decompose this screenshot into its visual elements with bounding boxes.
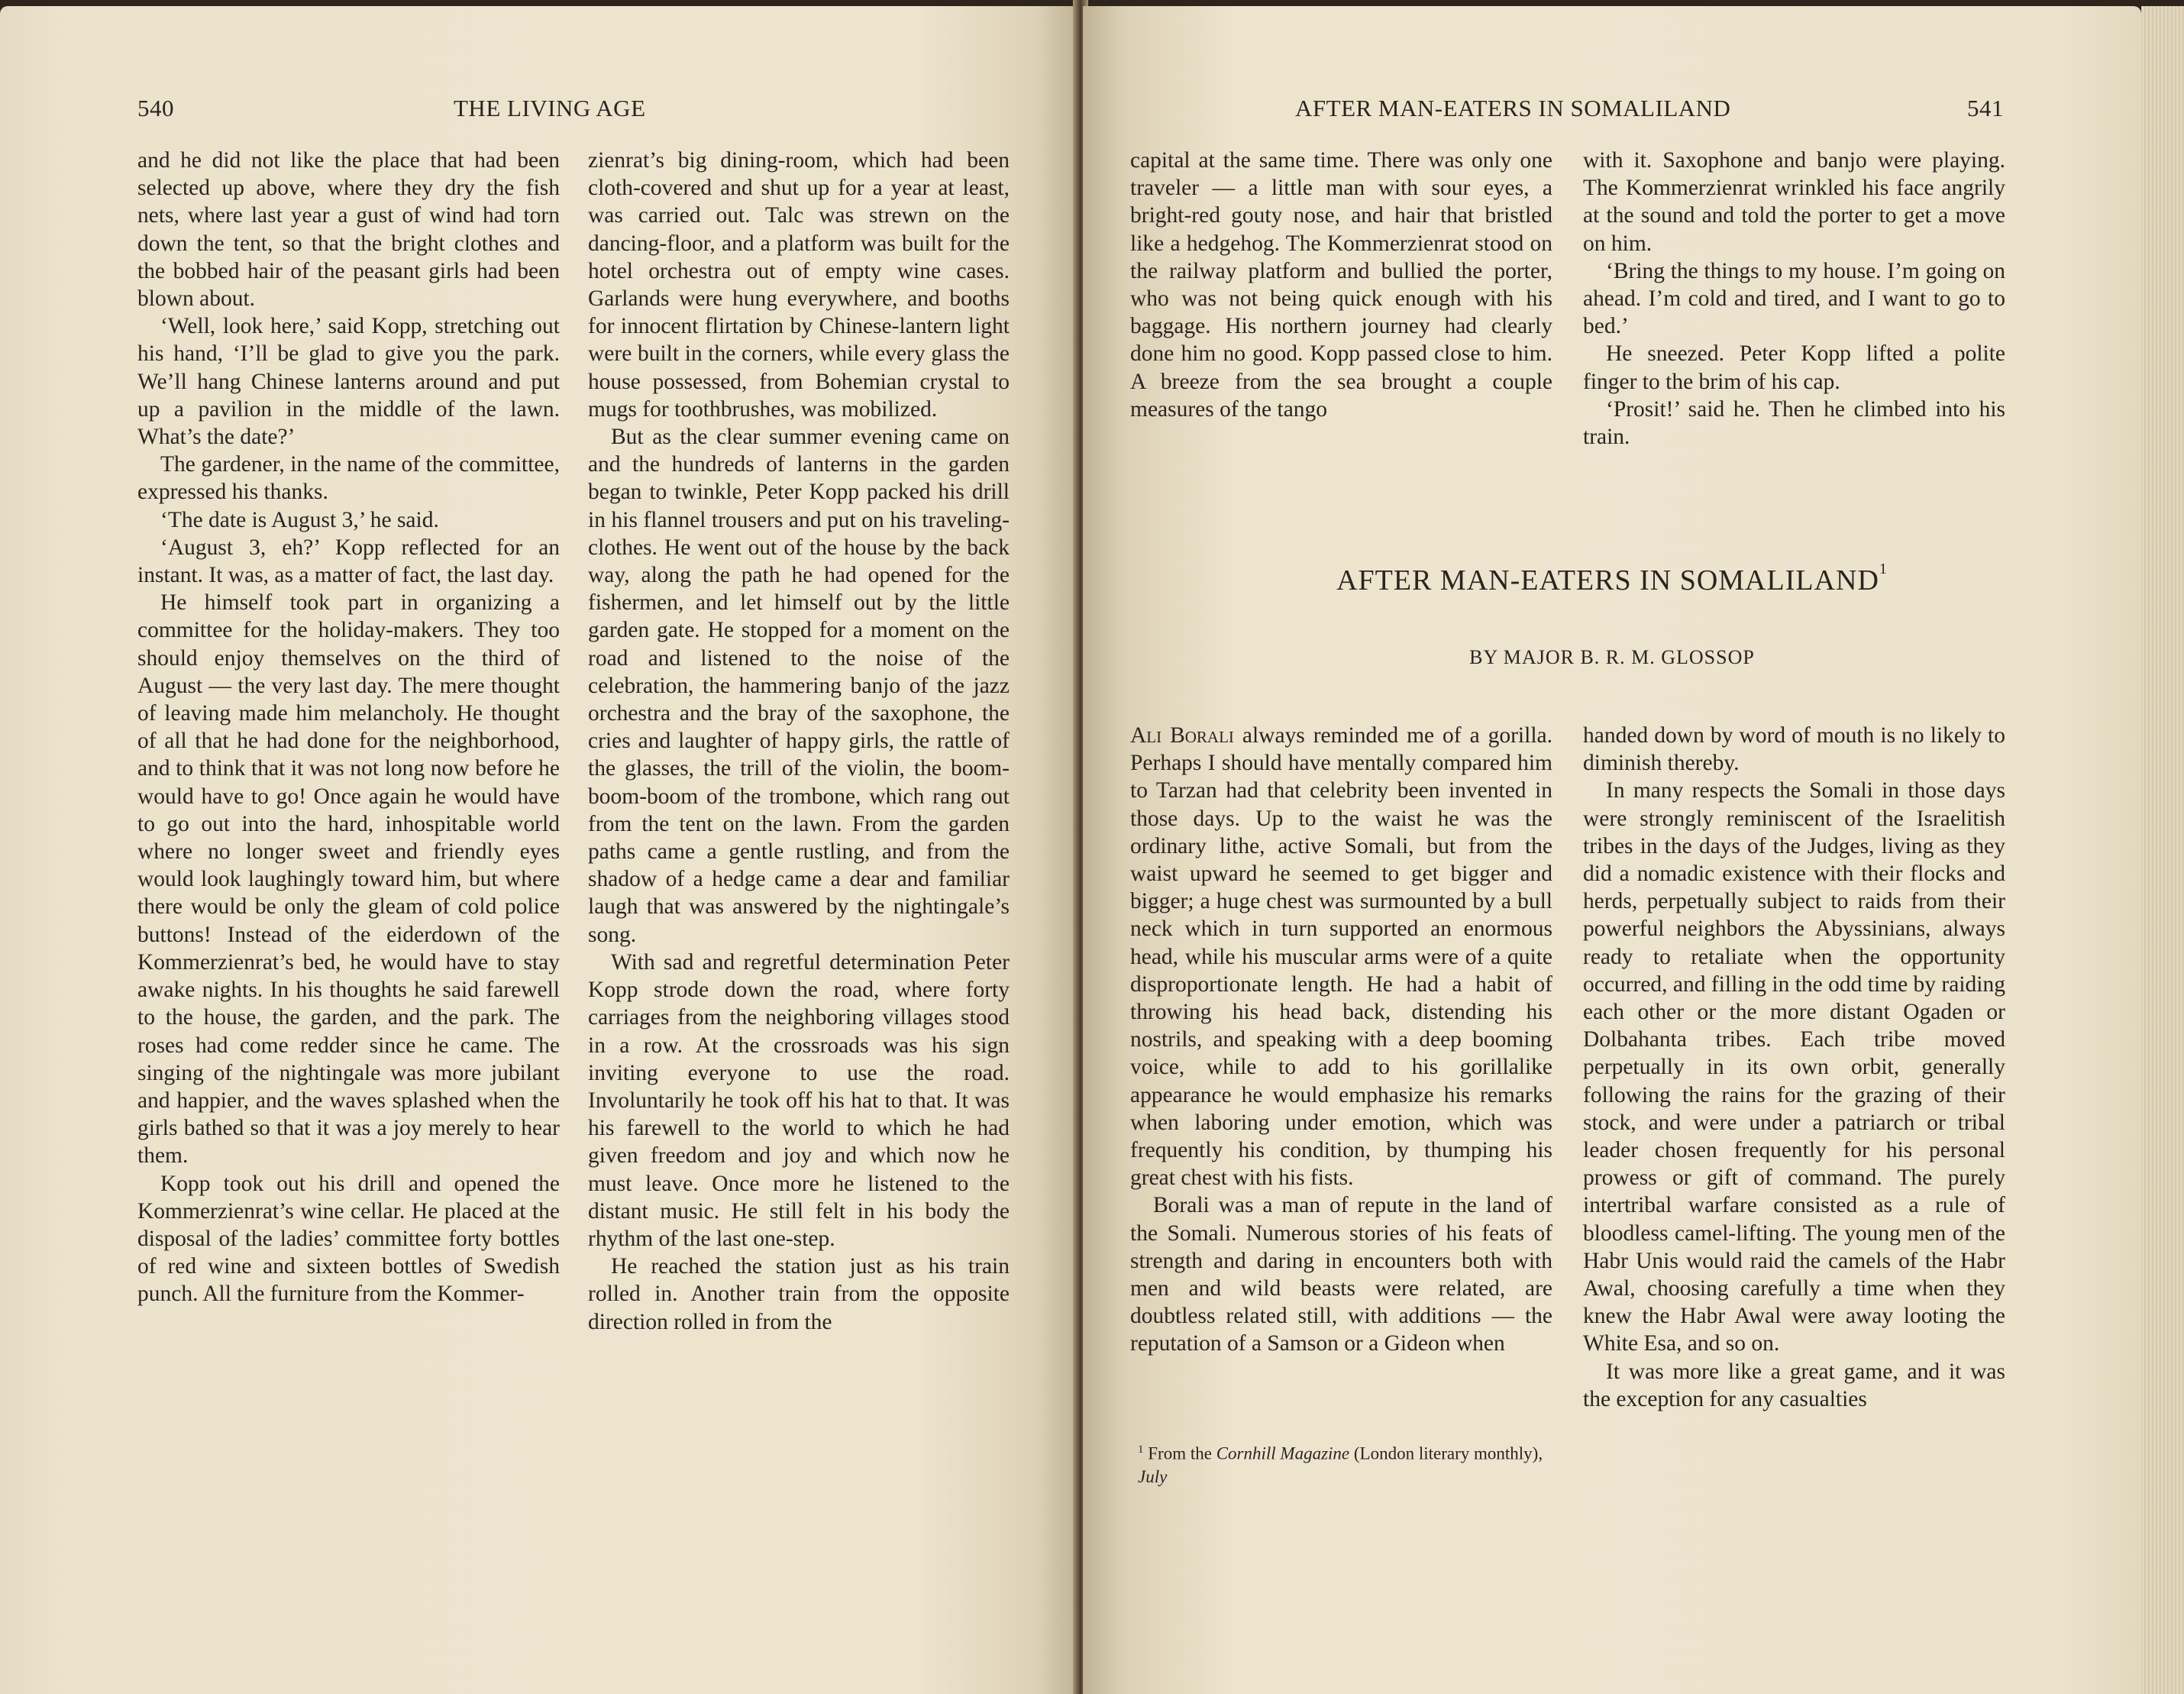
- article-title: [1083, 561, 2141, 597]
- footnote-ref: 1: [1879, 561, 1888, 577]
- paragraph-text: always reminded me of a gorilla. Perhaps I should have mentally compared him to Tarzan had that celebrity been invented in those days. Up to the waist he was the ordinary lithe, active Somali, but from the waist upward he seemed to get bigger and bigger; a huge chest was surmounted by a bull neck which in turn supported an enormous head, while his muscular arms were of a quite disproportionate length. He had a habit of throwing his head back, distending his nostrils, and speaking with a deep booming voice, while to add to his gorillalike appearance he would emphasize his remarks when laboring under emotion, which was frequently his condition, by thumping his great chest with his fists.: [1130, 723, 1552, 1191]
- page-number-right: 541: [1967, 95, 2004, 121]
- paragraph: [1130, 722, 1552, 1191]
- footnote: [1138, 1438, 1562, 1489]
- paragraph: Kopp took out his drill and opened the Kommerzienrat’s wine cellar. He placed at the disposal of the ladies’ committee forty bottles of red wine and sixteen bottles of Swedish punch. All the furniture from the Kommer-: [137, 1171, 560, 1307]
- article-title-text: AFTER MAN-EATERS IN SOMALILAND: [1336, 564, 1879, 596]
- paragraph: It was more like a great game, and it was the exception for any casualties: [1583, 1359, 2005, 1411]
- paragraph: ‘Prosit!’ said he. Then he climbed into his train.: [1583, 396, 2005, 450]
- paragraph: with it. Saxophone and banjo were playing. The Kommerzienrat wrinkled his face angrily at the sound and told the porter to get a move on him.: [1583, 148, 2005, 256]
- left-page: [0, 6, 1078, 1694]
- paragraph: ‘Bring the things to my house. I’m going on ahead. I’m cold and tired, and I want to go to bed.’: [1583, 258, 2005, 339]
- article-byline: BY MAJOR B. R. M. GLOSSOP: [1469, 646, 1755, 668]
- paragraph: ‘Well, look here,’ said Kopp, stretching out his hand, ‘I’ll be glad to give you the park. We’ll hang Chinese lanterns around and put up a pavilion in the middle of the lawn. What’s the date?’: [137, 314, 560, 450]
- paragraph: With sad and regretful determination Peter Kopp strode down the road, where forty carriages from the neighboring villages stood in a row. At the crossroads was his sign inviting everyone to use the road. Involuntarily he took off his hat to that. It was his farewell to the world to which he had given freedom and joy and which now he must leave. Once more he listened to the distant music. He still felt in his body the rhythm of the last one-step.: [588, 949, 1010, 1251]
- paragraph: But as the clear summer evening came on and the hundreds of lanterns in the garden began to twinkle, Peter Kopp packed his drill in his flannel trousers and put on his traveling-clothes. He went out of the house by the back way, along the path he had opened for the fishermen, and let himself out by the little garden gate. He stopped for a moment on the road and listened to the noise of the celebration, the hammering banjo of the jazz orchestra and the bray of the saxophone, the cries and laughter of happy girls, the rattle of the glasses, the trill of the violin, the boom-boom-boom of the trombone, which rang out from the tent on the lawn. From the garden paths came a gentle rustling, and from the shadow of a hedge came a dear and familiar laugh that was answered by the nightingale’s song.: [588, 425, 1010, 947]
- footnote-source: Cornhill Magazine: [1216, 1443, 1350, 1463]
- paragraph: ‘August 3, eh?’ Kopp reflected for an instant. It was, as a matter of fact, the last day.: [137, 535, 560, 588]
- article-column-1: [1130, 722, 1552, 1358]
- running-head-left: THE LIVING AGE: [454, 95, 646, 121]
- footnote-rest: (London literary monthly),: [1353, 1443, 1543, 1463]
- paragraph: handed down by word of mouth is no likely to diminish thereby.: [1583, 723, 2005, 776]
- right-top-column-2: [1583, 147, 2005, 451]
- paragraph: ‘The date is August 3,’ he said.: [160, 507, 439, 532]
- page-number-left: 540: [137, 95, 174, 121]
- drop-word: Ali Borali: [1130, 723, 1234, 748]
- paragraph: He himself took part in organizing a committee for the holiday-makers. They too should enjoy themselves on the third of August — the very last day. The mere thought of leaving made him melancholy. He thought of all that he had done for the neighborhood, and to think that it was not long now before he would have to go! Once again he would have to go out into the hard, inhospitable world where no longer sweet and friendly eyes would look laughingly toward him, but where there would be only the gleam of cold police buttons! Instead of the eiderdown of the Kommerzienrat’s bed, he would have to stay awake nights. In his thoughts he said farewell to the house, the garden, and the park. The roses had come redder since he came. The singing of the nightingale was more jubilant and happier, and the waves splashed when the girls bathed so that it was a joy merely to hear them.: [137, 590, 560, 1169]
- article-column-2: [1583, 722, 2005, 1413]
- footnote-mark: 1: [1138, 1443, 1144, 1456]
- page-edge: [2141, 6, 2184, 1694]
- paragraph: In many respects the Somali in those days were strongly reminiscent of the Israelitish tribes in the days of the Judges, living as they did a nomadic existence with their flocks and herds, perpetually subject to raids from their powerful neighbors the Abyssinians, always ready to retaliate when the opportunity occurred, and filling in the odd time by raiding each other or the more distant Ogaden or Dolbahanta tribes. Each tribe moved perpetually in its own orbit, generally following the rains for the grazing of their stock, and were under a patriarch or tribal leader chosen frequently for his personal prowess or gift of command. The purely intertribal warfare consisted as a rule of bloodless camel-lifting. The young men of the Habr Unis would raid the camels of the Habr Awal, choosing carefully a time when they knew the Habr Awal were away looting the White Esa, and so on.: [1583, 778, 2005, 1356]
- right-top-column-1: [1130, 147, 1552, 423]
- paragraph: Borali was a man of repute in the land of the Somali. Numerous stories of his feats of strength and daring in encounters both with men and wild beasts were related, are doubtless related still, with additions — the reputation of a Samson or a Gideon when: [1130, 1193, 1552, 1356]
- paragraph: He sneezed. Peter Kopp lifted a polite finger to the brim of his cap.: [1583, 341, 2005, 394]
- paragraph: capital at the same time. There was only one traveler — a little man with sour eyes, a bright-red gouty nose, and hair that bristled like a hedgehog. The Kommerzienrat stood on the railway platform and bullied the porter, who was not being quick enough with his baggage. His northern journey had clearly done him no good. Kopp passed close to him. A breeze from the sea brought a couple measures of the tango: [1130, 148, 1552, 422]
- paragraph: zienrat’s big dining-room, which had been cloth-covered and shut up for a year at least, was carried out. Talc was strewn on the dancing-floor, and a platform was built for the hotel orchestra out of empty wine cases. Garlands were hung everywhere, and booths for innocent flirtation by Chinese-lantern light were built in the corners, while every glass the house possessed, from Bohemian crystal to mugs for toothbrushes, was mobilized.: [588, 148, 1010, 422]
- left-column-2: [588, 147, 1010, 1336]
- left-column-1: [137, 147, 560, 1308]
- paragraph: He reached the station just as his train rolled in. Another train from the opposite direction rolled in from the: [588, 1254, 1010, 1334]
- paragraph: The gardener, in the name of the committee, expressed his thanks.: [137, 452, 560, 505]
- paragraph: and he did not like the place that had been selected up above, where they dry the fish nets, where last year a gust of wind had torn down the tent, so that the bright clothes and the bobbed hair of the peasant girls had been blown about.: [137, 148, 560, 312]
- running-head-right: AFTER MAN-EATERS IN SOMALILAND: [1295, 95, 1731, 121]
- footnote-month: July: [1138, 1466, 1168, 1486]
- footnote-prefix: From the: [1148, 1443, 1212, 1463]
